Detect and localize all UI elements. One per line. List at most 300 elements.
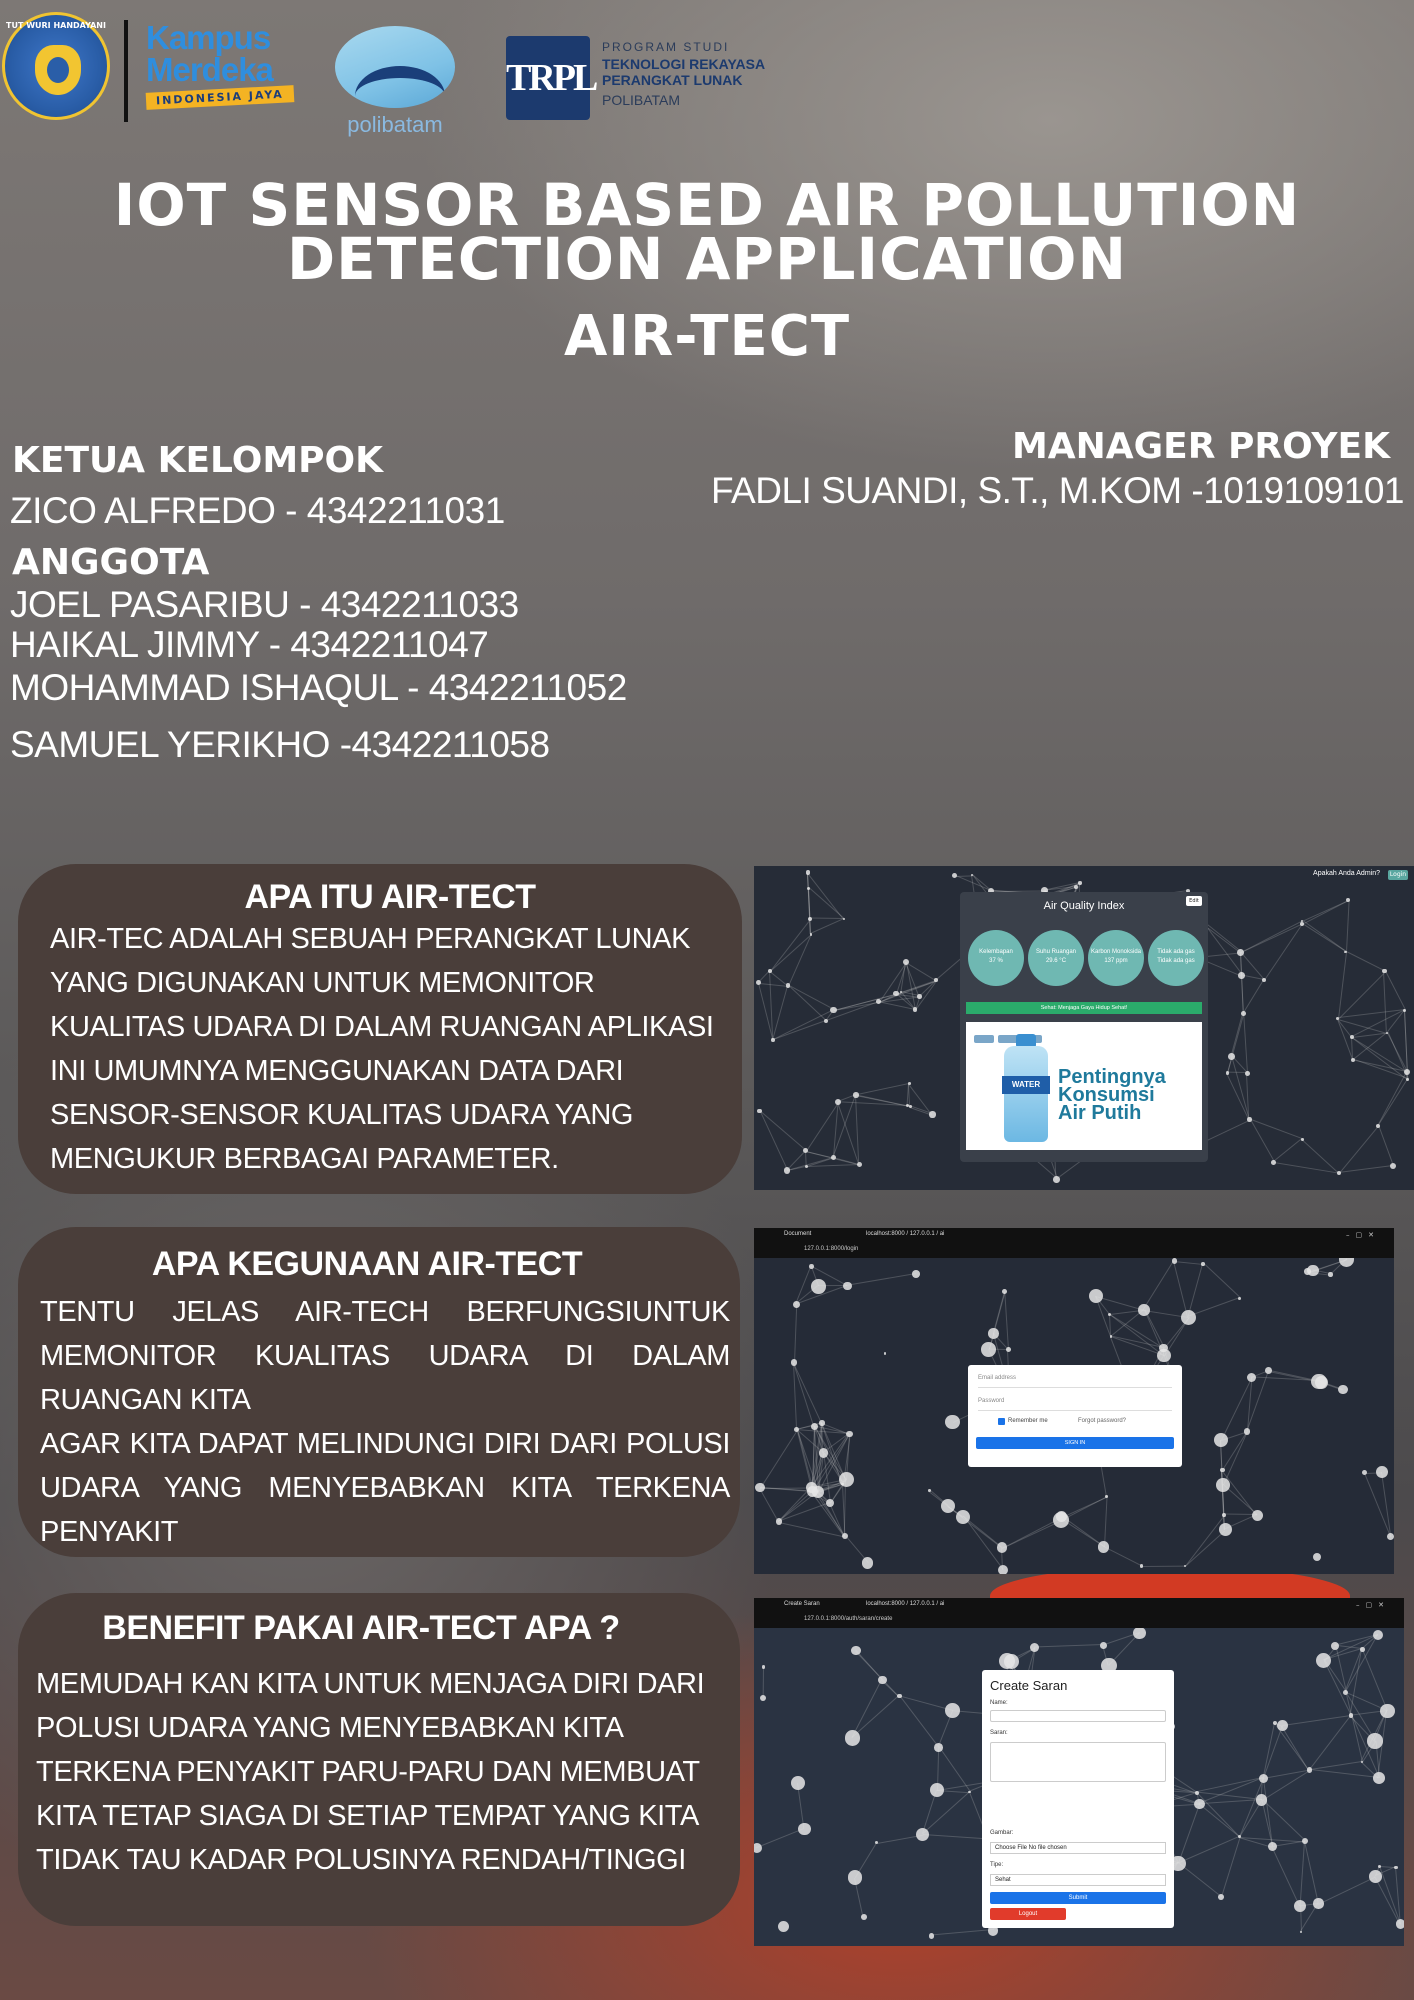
particle-link bbox=[1377, 1071, 1407, 1126]
particle-dot bbox=[903, 959, 909, 965]
aqi-status-bar: Sehat: Menjaga Gaya Hidup Sehat! bbox=[966, 1002, 1202, 1014]
particle-dot bbox=[1338, 1385, 1347, 1394]
particle-link bbox=[1096, 1296, 1145, 1311]
metric-humidity bbox=[968, 930, 1024, 986]
particle-dot bbox=[1201, 1262, 1205, 1266]
poster-title-1: Pentingnya bbox=[1058, 1066, 1166, 1088]
merdeka-text: Merdeka bbox=[146, 51, 273, 88]
particle-link bbox=[852, 1695, 899, 1738]
particle-dot bbox=[756, 980, 761, 985]
particle-dot bbox=[1369, 1870, 1382, 1883]
particle-dot bbox=[929, 1933, 935, 1939]
particle-dot bbox=[988, 1328, 999, 1339]
particle-dot bbox=[1262, 978, 1266, 982]
title-line-2: DETECTION APPLICATION bbox=[286, 225, 1128, 293]
name-label: Name: bbox=[990, 1700, 1008, 1706]
particle-dot bbox=[1271, 1160, 1276, 1165]
particle-dot bbox=[1247, 1117, 1252, 1122]
section-what-is bbox=[18, 864, 742, 1194]
polibatam-swoosh bbox=[355, 66, 445, 108]
particle-dot bbox=[981, 1342, 996, 1357]
particle-dot bbox=[1378, 1865, 1381, 1868]
particle-dot bbox=[776, 1518, 782, 1524]
particle-dot bbox=[826, 1499, 834, 1507]
particle-link bbox=[1346, 951, 1385, 971]
particle-dot bbox=[1214, 1433, 1228, 1447]
particle-link bbox=[1304, 1841, 1319, 1904]
particle-dot bbox=[1301, 1138, 1304, 1141]
particle-dot bbox=[1394, 1866, 1398, 1870]
particle-dot bbox=[1004, 1654, 1019, 1669]
particle-dot bbox=[917, 994, 922, 999]
submit-button[interactable]: Submit bbox=[990, 1892, 1166, 1904]
particle-dot bbox=[811, 1279, 826, 1294]
members-heading: ANGGOTA bbox=[12, 542, 210, 583]
particle-dot bbox=[908, 1082, 911, 1085]
particle-dot bbox=[1294, 1900, 1306, 1912]
manager-heading: MANAGER PROYEK bbox=[1011, 426, 1390, 467]
particle-dot bbox=[1238, 1297, 1241, 1300]
particle-link bbox=[1346, 900, 1350, 952]
particle-dot bbox=[791, 1776, 805, 1790]
polibatam-logo bbox=[330, 26, 460, 138]
particle-dot bbox=[1337, 1171, 1341, 1175]
particle-link bbox=[1034, 1644, 1103, 1648]
particle-link bbox=[1263, 1726, 1283, 1779]
particle-dot bbox=[845, 1730, 860, 1745]
particle-dot bbox=[784, 1167, 791, 1174]
polibatam-name: polibatam bbox=[347, 112, 443, 137]
browser-bar bbox=[754, 1598, 1404, 1628]
particle-dot bbox=[1098, 1541, 1109, 1552]
particle-dot bbox=[1380, 1704, 1395, 1719]
trpl-logo bbox=[506, 36, 806, 118]
particle-dot bbox=[1331, 1642, 1339, 1650]
particle-dot bbox=[913, 1007, 918, 1012]
indonesia-jaya-tag: INDONESIA JAYA bbox=[146, 85, 295, 110]
particle-link bbox=[1243, 1014, 1248, 1074]
browser-tab-1[interactable]: Document bbox=[784, 1231, 812, 1237]
poster-title bbox=[0, 171, 1414, 293]
screenshot-dashboard bbox=[754, 866, 1414, 1190]
particle-dot bbox=[1362, 1470, 1368, 1476]
particle-dot bbox=[771, 1038, 774, 1041]
particle-link bbox=[759, 1488, 779, 1522]
particle-dot bbox=[835, 1099, 841, 1105]
particle-dot bbox=[798, 1823, 811, 1836]
particle-dot bbox=[916, 1828, 929, 1841]
particle-link bbox=[1339, 1165, 1393, 1173]
particle-dot bbox=[934, 978, 938, 982]
emblem-center bbox=[47, 57, 69, 83]
remember-checkbox[interactable] bbox=[998, 1418, 1005, 1425]
particle-dot bbox=[1361, 1761, 1363, 1763]
particle-dot bbox=[1360, 1647, 1365, 1652]
particle-dot bbox=[1315, 1376, 1328, 1389]
particle-link bbox=[773, 1009, 834, 1040]
app-name: AIR-TECT bbox=[563, 304, 851, 369]
particle-dot bbox=[1244, 1428, 1250, 1434]
forgot-password-link[interactable]: Forgot password? bbox=[1078, 1418, 1127, 1424]
particle-dot bbox=[1403, 1009, 1406, 1012]
particle-dot bbox=[929, 1111, 935, 1117]
particle-link bbox=[760, 1430, 798, 1488]
particle-dot bbox=[1300, 1931, 1302, 1933]
particle-link bbox=[770, 934, 812, 971]
kampus-merdeka-logo bbox=[146, 19, 306, 112]
particle-link bbox=[1227, 1014, 1244, 1074]
particle-dot bbox=[808, 917, 812, 921]
section-benefit-heading: BENEFIT PAKAI AIR-TECT APA ? bbox=[102, 1609, 620, 1647]
particle-dot bbox=[1238, 972, 1245, 979]
particle-dot bbox=[878, 1676, 887, 1685]
window-controls[interactable]: –▢✕ bbox=[1346, 1231, 1380, 1239]
particle-link bbox=[762, 1667, 763, 1698]
particle-dot bbox=[1396, 1919, 1404, 1928]
particle-dot bbox=[1194, 1799, 1204, 1809]
particle-link bbox=[1221, 1837, 1241, 1898]
particle-dot bbox=[1344, 951, 1346, 953]
particle-dot bbox=[831, 1155, 836, 1160]
particle-dot bbox=[952, 873, 957, 878]
sign-in-button[interactable]: SIGN IN bbox=[976, 1437, 1174, 1449]
member-1: JOEL PASARIBU - 4342211033 bbox=[10, 584, 519, 625]
particle-dot bbox=[793, 1301, 800, 1308]
particle-dot bbox=[1006, 1347, 1011, 1352]
particle-dot bbox=[1373, 1772, 1385, 1784]
member-3: MOHAMMAD ISHAQUL - 4342211052 bbox=[10, 667, 627, 708]
tipe-label: Tipe: bbox=[990, 1862, 1004, 1868]
particle-link bbox=[806, 1151, 834, 1158]
particle-dot bbox=[1256, 1794, 1267, 1805]
particle-link bbox=[1188, 1264, 1204, 1317]
particle-link bbox=[1378, 1126, 1394, 1167]
metric-label: Suhu Ruangan bbox=[1035, 949, 1077, 955]
particle-link bbox=[773, 1020, 826, 1040]
particle-dot bbox=[1218, 1894, 1224, 1900]
particle-link bbox=[899, 1696, 939, 1748]
create-saran-form bbox=[982, 1670, 1174, 1928]
polibatam-oval bbox=[335, 26, 455, 108]
particle-dot bbox=[807, 887, 810, 890]
aqi-panel bbox=[960, 892, 1208, 1162]
particle-link bbox=[1299, 1841, 1304, 1906]
metric-value: Tidak ada gas bbox=[1157, 958, 1195, 964]
particle-dot bbox=[930, 1783, 945, 1798]
particle-link bbox=[856, 1094, 910, 1107]
particle-link bbox=[793, 1363, 822, 1424]
particle-dot bbox=[1265, 1367, 1272, 1374]
particle-dot bbox=[757, 1109, 761, 1113]
screenshot-create-saran bbox=[754, 1598, 1404, 1946]
particle-link bbox=[1062, 1497, 1107, 1518]
trpl-line-3: PERANGKAT LUNAK bbox=[602, 72, 743, 88]
saran-textarea[interactable] bbox=[990, 1742, 1166, 1782]
particle-dot bbox=[1074, 885, 1078, 889]
particle-link bbox=[923, 1834, 988, 1839]
particle-dot bbox=[1367, 1733, 1383, 1749]
particle-dot bbox=[819, 1420, 824, 1425]
particle-link bbox=[1143, 1261, 1174, 1310]
particle-dot bbox=[1376, 1466, 1388, 1478]
particle-link bbox=[1271, 1846, 1300, 1906]
particle-dot bbox=[805, 1165, 808, 1168]
particle-link bbox=[1185, 1515, 1225, 1566]
particle-dot bbox=[1382, 969, 1386, 973]
particle-link bbox=[1302, 920, 1346, 952]
particle-dot bbox=[762, 1665, 766, 1669]
particle-dot bbox=[1133, 1627, 1146, 1640]
particle-dot bbox=[812, 1486, 824, 1498]
particle-link bbox=[1318, 1876, 1375, 1904]
trpl-line-2: TEKNOLOGI REKAYASA bbox=[602, 56, 766, 72]
particle-dot bbox=[1328, 1272, 1332, 1276]
tut-wuri-text: TUT WURI HANDAYANI bbox=[6, 21, 106, 30]
particle-link bbox=[931, 1929, 993, 1935]
particle-link bbox=[760, 1110, 807, 1150]
particle-dot bbox=[842, 1533, 848, 1539]
particle-link bbox=[856, 1083, 909, 1095]
particle-dot bbox=[1138, 1304, 1150, 1316]
manager-name: FADLI SUANDI, S.T., M.KOM -1019109101 bbox=[710, 470, 1404, 511]
particle-link bbox=[1104, 1546, 1142, 1566]
trpl-box: TRPL bbox=[506, 36, 590, 120]
poster-logos bbox=[974, 1028, 1054, 1038]
metric-label: Karbon Monoksida bbox=[1090, 949, 1142, 955]
password-field[interactable]: Password bbox=[978, 1398, 1005, 1404]
particle-dot bbox=[1373, 1630, 1383, 1640]
particle-dot bbox=[1268, 1842, 1277, 1851]
particle-dot bbox=[853, 1092, 858, 1097]
trpl-program-studi: PROGRAM STUDI bbox=[602, 40, 730, 54]
particle-dot bbox=[1302, 1838, 1308, 1844]
leader-name: ZICO ALFREDO - 4342211031 bbox=[10, 490, 505, 531]
email-field[interactable]: Email address bbox=[978, 1375, 1017, 1381]
particle-dot bbox=[848, 1870, 862, 1884]
name-input[interactable] bbox=[990, 1710, 1166, 1722]
particle-link bbox=[756, 1828, 804, 1848]
particle-link bbox=[1173, 1261, 1188, 1317]
file-input[interactable]: Choose File No file chosen bbox=[990, 1842, 1166, 1854]
member-2: HAIKAL JIMMY - 4342211047 bbox=[10, 624, 489, 665]
form-title: Create Saran bbox=[990, 1678, 1068, 1693]
particle-dot bbox=[1219, 1523, 1232, 1536]
particle-link bbox=[1309, 1761, 1361, 1770]
poster-title-text bbox=[1058, 1068, 1166, 1122]
particle-dot bbox=[755, 1483, 764, 1492]
particle-dot bbox=[830, 1007, 837, 1014]
particle-dot bbox=[754, 1843, 762, 1853]
particle-dot bbox=[1181, 1310, 1196, 1325]
particle-dot bbox=[1220, 1468, 1225, 1473]
particle-dot bbox=[893, 991, 898, 996]
particle-link bbox=[1199, 1803, 1240, 1836]
particle-link bbox=[1377, 1079, 1407, 1126]
particle-link bbox=[805, 1151, 807, 1166]
particle-link bbox=[1222, 1470, 1258, 1516]
particle-link bbox=[847, 1273, 916, 1286]
particle-link bbox=[1345, 1635, 1378, 1693]
particle-link bbox=[807, 873, 844, 920]
particle-dot bbox=[897, 1694, 901, 1698]
particle-dot bbox=[1307, 1767, 1312, 1772]
particle-dot bbox=[862, 1557, 873, 1568]
particle-dot bbox=[843, 918, 845, 920]
particle-dot bbox=[846, 1431, 853, 1438]
metric-temperature bbox=[1028, 930, 1084, 986]
browser-tab-2[interactable]: localhost:8000 / 127.0.0.1 / ai bbox=[866, 1231, 945, 1237]
particle-dot bbox=[1195, 1791, 1199, 1795]
particle-dot bbox=[786, 983, 790, 987]
particle-dot bbox=[876, 999, 881, 1004]
bottle-label: WATER bbox=[1002, 1076, 1050, 1094]
particle-link bbox=[794, 1305, 797, 1363]
particle-link bbox=[1104, 1497, 1108, 1547]
particle-dot bbox=[1237, 949, 1244, 956]
trpl-polibatam: POLIBATAM bbox=[602, 92, 681, 108]
window-controls[interactable]: –▢✕ bbox=[1356, 1601, 1390, 1609]
particle-dot bbox=[1089, 1289, 1103, 1303]
metric-value: 137 ppm bbox=[1104, 958, 1128, 964]
particle-dot bbox=[809, 1264, 814, 1269]
particle-dot bbox=[997, 1542, 1007, 1552]
particle-dot bbox=[945, 1415, 959, 1429]
admin-question: Apakah Anda Admin? bbox=[1313, 870, 1380, 877]
particle-dot bbox=[1277, 1720, 1288, 1731]
section-benefit-body: MEMUDAH KAN KITA UNTUK MENJAGA DIRI DARI POLUSI UDARA YANG MENYEBABKAN KITA TERKENA PENYAKIT PARU-PARU DAN MEMBUAT KITA TETAP SIAGA DI SETIAP TEMPAT YANG KITA TIDAK TAU KADAR POLUSINYA RENDAH/TINGGI bbox=[36, 1668, 705, 1876]
section-benefit bbox=[18, 1593, 740, 1926]
browser-url[interactable]: 127.0.0.1:8000/auth/saran/create bbox=[804, 1616, 893, 1622]
particle-dot bbox=[912, 1270, 920, 1278]
aqi-edit-button[interactable]: Edit bbox=[1186, 896, 1202, 906]
metric-label: Kelembapan bbox=[979, 949, 1013, 955]
particle-dot bbox=[810, 933, 813, 936]
particle-dot bbox=[1300, 922, 1304, 926]
particle-dot bbox=[1105, 1495, 1108, 1498]
section-what-is-body: AIR-TEC ADALAH SEBUAH PERANGKAT LUNAK YANG DIGUNAKAN UNTUK MEMONITOR KUALITAS UDARA DI DALAM RUANGAN APLIKASI INI UMUMNYA MENGGUNAKAN DATA DARI SENSOR-SENSOR KUALITAS UDARA YANG MENGUKUR BERBAGAI PARAMETER. bbox=[50, 923, 714, 1175]
particle-dot bbox=[768, 969, 772, 973]
particle-dot bbox=[760, 1695, 766, 1701]
member-4: SAMUEL YERIKHO -4342211058 bbox=[10, 724, 550, 765]
saran-label: Saran: bbox=[990, 1730, 1008, 1736]
particle-dot bbox=[1252, 1510, 1263, 1521]
particle-dot bbox=[1349, 1713, 1353, 1717]
browser-tab-1[interactable]: Create Saran bbox=[784, 1601, 820, 1607]
particle-link bbox=[1273, 1138, 1302, 1162]
particle-dot bbox=[1226, 1071, 1229, 1074]
particle-dot bbox=[1030, 1643, 1039, 1652]
particle-dot bbox=[1241, 1011, 1246, 1016]
water-poster bbox=[966, 1022, 1202, 1150]
particle-link bbox=[1338, 952, 1347, 1019]
browser-bar bbox=[754, 1228, 1394, 1258]
remember-label: Remember me bbox=[1008, 1418, 1048, 1424]
particle-link bbox=[989, 1292, 1006, 1350]
particle-dot bbox=[1247, 1373, 1256, 1382]
particle-dot bbox=[1313, 1553, 1321, 1561]
particle-dot bbox=[1259, 1774, 1268, 1783]
bottle-icon bbox=[1004, 1046, 1048, 1142]
particle-dot bbox=[1387, 1533, 1394, 1540]
metric-label: Tidak ada gas bbox=[1157, 949, 1195, 955]
particle-link bbox=[1185, 1530, 1225, 1566]
particle-link bbox=[1243, 979, 1264, 1013]
section-what-is-heading: APA ITU AIR-TECT bbox=[244, 878, 536, 916]
poster-title-3: Air Putih bbox=[1058, 1102, 1142, 1124]
poster-title-2: Konsumsi bbox=[1058, 1084, 1155, 1106]
particle-dot bbox=[928, 1489, 931, 1492]
particle-link bbox=[1249, 1119, 1302, 1140]
particle-link bbox=[852, 1680, 883, 1739]
particle-dot bbox=[884, 1352, 887, 1355]
particle-link bbox=[1174, 1261, 1203, 1265]
login-button[interactable]: Login bbox=[1389, 871, 1407, 878]
particle-link bbox=[1141, 1566, 1185, 1567]
particle-dot bbox=[956, 1510, 970, 1524]
particle-link bbox=[1309, 1715, 1351, 1770]
browser-tab-2[interactable]: localhost:8000 / 127.0.0.1 / ai bbox=[866, 1601, 945, 1607]
particle-dot bbox=[945, 1703, 960, 1718]
particle-link bbox=[1309, 1769, 1378, 1778]
particle-dot bbox=[1078, 881, 1081, 884]
particle-link bbox=[1404, 1010, 1408, 1071]
metric-value: 29.6 °C bbox=[1045, 958, 1067, 964]
section-usage-heading: APA KEGUNAAN AIR-TECT bbox=[151, 1245, 583, 1283]
particle-link bbox=[947, 1506, 1002, 1548]
logo-divider bbox=[124, 20, 128, 122]
particle-dot bbox=[909, 1105, 912, 1108]
title-line-1: IOT SENSOR BASED AIR POLLUTION bbox=[113, 171, 1301, 239]
particle-link bbox=[1005, 1291, 1010, 1349]
particle-link bbox=[810, 918, 844, 934]
particle-dot bbox=[861, 1914, 867, 1920]
screenshot-login bbox=[754, 1228, 1394, 1574]
particle-dot bbox=[843, 1282, 852, 1291]
particle-dot bbox=[857, 1162, 862, 1167]
particle-dot bbox=[1301, 920, 1303, 922]
particle-dot bbox=[1222, 1513, 1226, 1517]
tut-wuri-handayani-logo bbox=[2, 12, 110, 120]
divider bbox=[978, 1410, 1172, 1411]
particle-dot bbox=[1404, 1069, 1410, 1075]
particle-dot bbox=[1140, 1564, 1143, 1567]
metric-gas bbox=[1148, 930, 1204, 986]
particle-dot bbox=[839, 1472, 854, 1487]
particle-dot bbox=[791, 1359, 797, 1365]
kampus-text: Kampus bbox=[146, 19, 271, 56]
section-usage-body-2: AGAR KITA DAPAT MELINDUNGI DIRI DARI POLUSI UDARA YANG MENYEBABKAN KITA TERKENA PENYAKIT bbox=[40, 1428, 730, 1548]
metric-value: 37 % bbox=[989, 958, 1003, 964]
metric-co bbox=[1088, 930, 1144, 986]
particle-dot bbox=[1351, 1058, 1355, 1062]
login-form bbox=[968, 1365, 1182, 1467]
section-usage-body: TENTU JELAS AIR-TECH BERFUNGSIUNTUK MEMONITOR KUALITAS UDARA DI DALAM RUANGAN KITA bbox=[40, 1296, 730, 1416]
browser-url[interactable]: 127.0.0.1:8000/login bbox=[804, 1246, 859, 1252]
logout-button[interactable]: Logout bbox=[990, 1908, 1066, 1920]
tipe-select[interactable]: Sehat bbox=[990, 1874, 1166, 1886]
particle-dot bbox=[998, 1565, 1008, 1574]
particle-link bbox=[1197, 1792, 1240, 1837]
particle-dot bbox=[1172, 1258, 1177, 1263]
particle-link bbox=[1383, 971, 1387, 1032]
leader-heading: KETUA KELOMPOK bbox=[12, 440, 384, 481]
particle-dot bbox=[1313, 1898, 1323, 1908]
particle-link bbox=[1384, 971, 1405, 1011]
particle-link bbox=[760, 1111, 788, 1171]
particle-dot bbox=[934, 1743, 943, 1752]
particle-link bbox=[1302, 900, 1348, 922]
particle-link bbox=[1203, 1263, 1240, 1298]
